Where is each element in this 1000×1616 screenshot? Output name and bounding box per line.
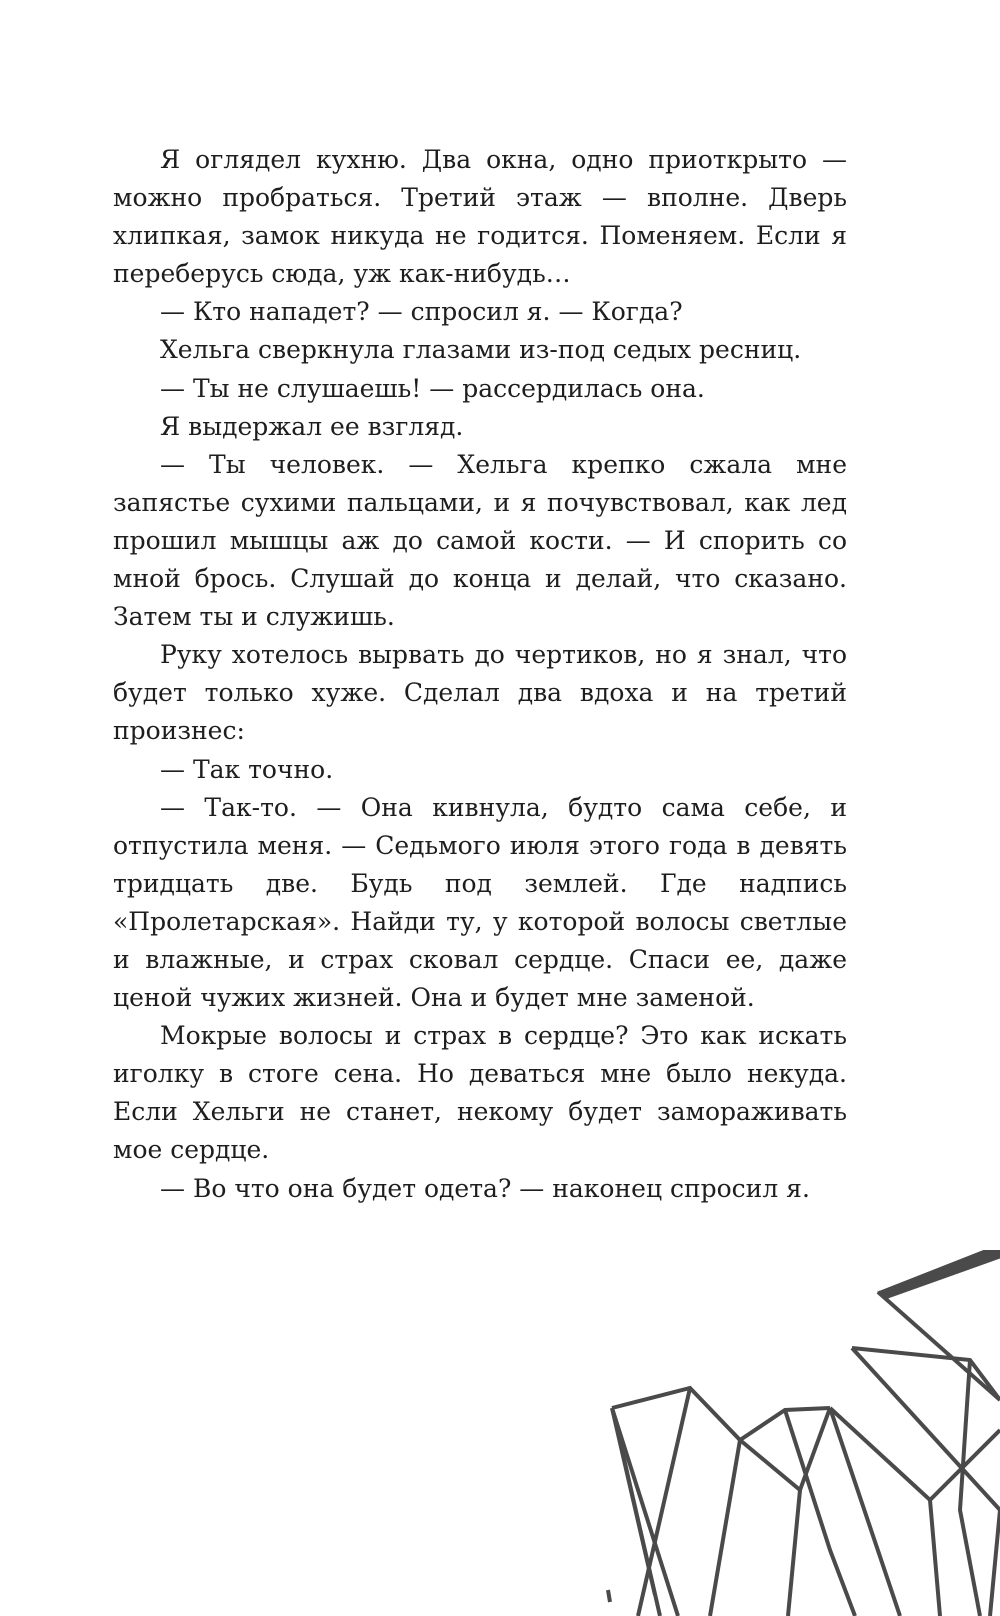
paragraph: — Так-то. — Она кивнула, будто сама себе, и отпустила меня. — Седьмого июля этого года в девять тридцать две. Будь под землей. Где надпись «Пролетарская». Найди ту, у которой волосы светлые и влажные, и страх сковал сердце. Спаси ее, даже ценой чужих жизней. Она и будет мне заменой. bbox=[113, 792, 847, 1013]
paragraph: Я выдержал ее взгляд. bbox=[160, 411, 464, 441]
paragraph: — Кто нападет? — спросил я. — Когда? bbox=[160, 297, 683, 327]
body-text bbox=[113, 141, 847, 1208]
paragraph: — Так точно. bbox=[160, 754, 334, 784]
paragraph: Я оглядел кухню. Два окна, одно приоткрыто — можно пробраться. Третий этаж — вполне. Дверь хлипкая, замок никуда не годится. Поменяем. Если я переберусь сюда, уж как-нибудь… bbox=[113, 145, 847, 289]
paragraph: — Ты не слушаешь! — рассердилась она. bbox=[160, 373, 705, 403]
paragraph: Мокрые волосы и страх в сердце? Это как искать иголку в стоге сена. Но деваться мне было некуда. Если Хельги не станет, некому будет замораживать мое сердце. bbox=[113, 1021, 847, 1165]
geometric-line-ornament-icon bbox=[600, 1250, 1000, 1616]
paragraph: Хельга сверкнула глазами из-под седых ресниц. bbox=[160, 335, 802, 365]
paragraph: — Ты человек. — Хельга крепко сжала мне запястье сухими пальцами, и я почувствовал, как лед прошил мышцы аж до самой кости. — И спорить со мной брось. Слушай до конца и делай, что сказано. Затем ты и служишь. bbox=[113, 449, 847, 632]
paragraph: — Во что она будет одета? — наконец спросил я. bbox=[160, 1173, 810, 1203]
paragraph: Руку хотелось вырвать до чертиков, но я знал, что будет только хуже. Сделал два вдоха и на третий произнес: bbox=[113, 640, 847, 746]
